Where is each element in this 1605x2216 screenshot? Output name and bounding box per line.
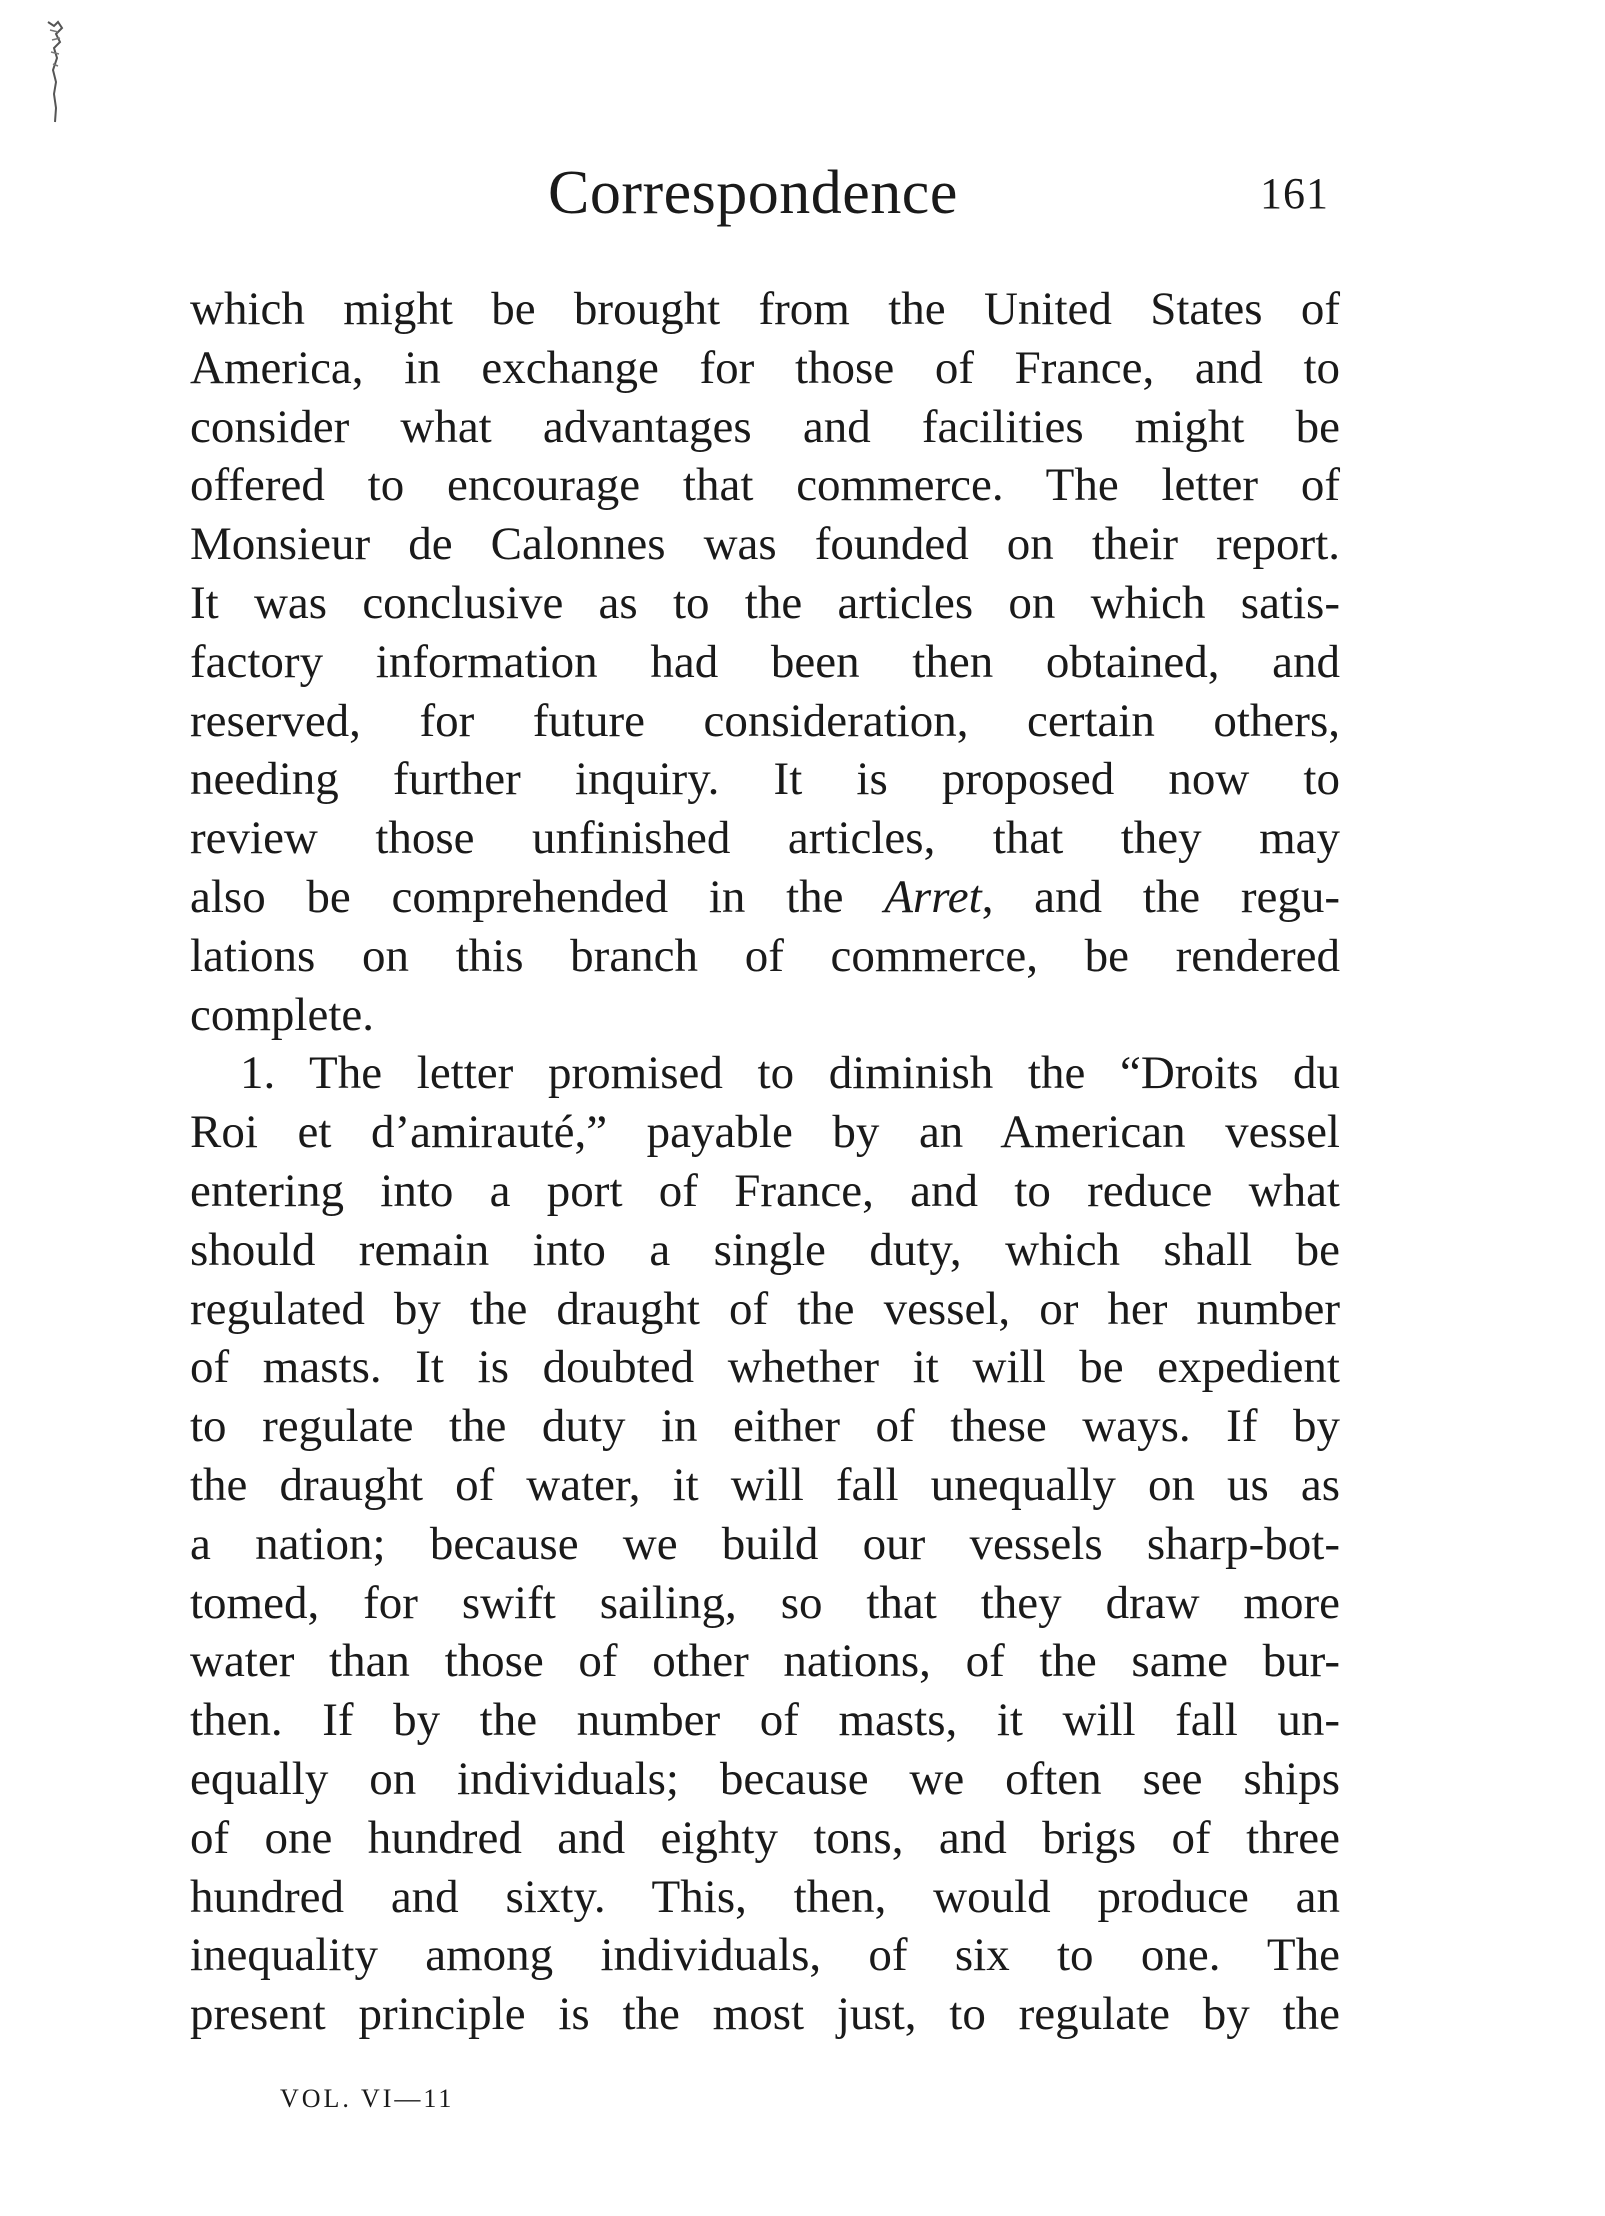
margin-ink-mark — [44, 18, 68, 128]
text-line — [190, 868, 1340, 927]
text-line: review those unfinished articles, that they may — [190, 812, 1340, 865]
italic-term-arret: Arret — [884, 870, 982, 923]
text-line: inequality among individuals, of six to one. The — [190, 1929, 1340, 1982]
text-line: offered to encourage that commerce. The letter of — [190, 459, 1340, 512]
page-number: 161 — [1260, 169, 1329, 218]
text-line: which might be brought from the United States of — [190, 283, 1340, 335]
text-line: tomed, for swift sailing, so that they draw more — [190, 1576, 1340, 1629]
text-line: the draught of water, it will fall unequally on us as — [190, 1458, 1340, 1511]
text-segment: also be comprehended in the — [190, 870, 885, 923]
text-line: factory information had been then obtained, and — [190, 635, 1340, 688]
text-line: entering into a port of France, and to reduce what — [190, 1164, 1340, 1217]
text-line: America, in exchange for those of France, and to — [190, 341, 1340, 394]
text-line: of masts. It is doubted whether it will be expedient — [190, 1341, 1340, 1394]
text-line: regulated by the draught of the vessel, or her number — [190, 1282, 1340, 1335]
text-line: Monsieur de Calonnes was founded on their report. — [190, 518, 1340, 571]
text-line: It was conclusive as to the articles on which satis- — [190, 576, 1340, 629]
page-header — [0, 158, 1605, 238]
text-line: water than those of other nations, of the same bur- — [190, 1635, 1340, 1688]
text-line: complete. — [190, 988, 375, 1041]
body-text — [190, 280, 1340, 2044]
text-line: should remain into a single duty, which shall be — [190, 1223, 1340, 1276]
text-line: lations on this branch of commerce, be rendered — [190, 929, 1340, 982]
text-line: hundred and sixty. This, then, would produce an — [190, 1870, 1340, 1923]
text-line: to regulate the duty in either of these ways. If by — [190, 1400, 1340, 1453]
text-line: equally on individuals; because we often see ships — [190, 1752, 1340, 1805]
text-line: needing further inquiry. It is proposed now to — [190, 753, 1340, 806]
text-line: present principle is the most just, to regulate by the — [190, 1988, 1340, 2041]
text-line: reserved, for future consideration, certain others, — [190, 694, 1340, 747]
running-title: Correspondence — [548, 159, 958, 227]
text-line: a nation; because we build our vessels sharp-bot- — [190, 1517, 1340, 1570]
text-line: then. If by the number of masts, it will fall un- — [190, 1694, 1340, 1747]
text-segment: , and the regu- — [981, 870, 1340, 923]
text-line: Roi et d’amirauté,” payable by an American vessel — [190, 1106, 1340, 1159]
text-line: 1. The letter promised to diminish the “Droits du — [240, 1047, 1340, 1100]
text-line: consider what advantages and facilities might be — [190, 400, 1340, 453]
signature-mark: VOL. VI—11 — [280, 2084, 455, 2113]
text-line: of one hundred and eighty tons, and brigs of three — [190, 1811, 1340, 1864]
